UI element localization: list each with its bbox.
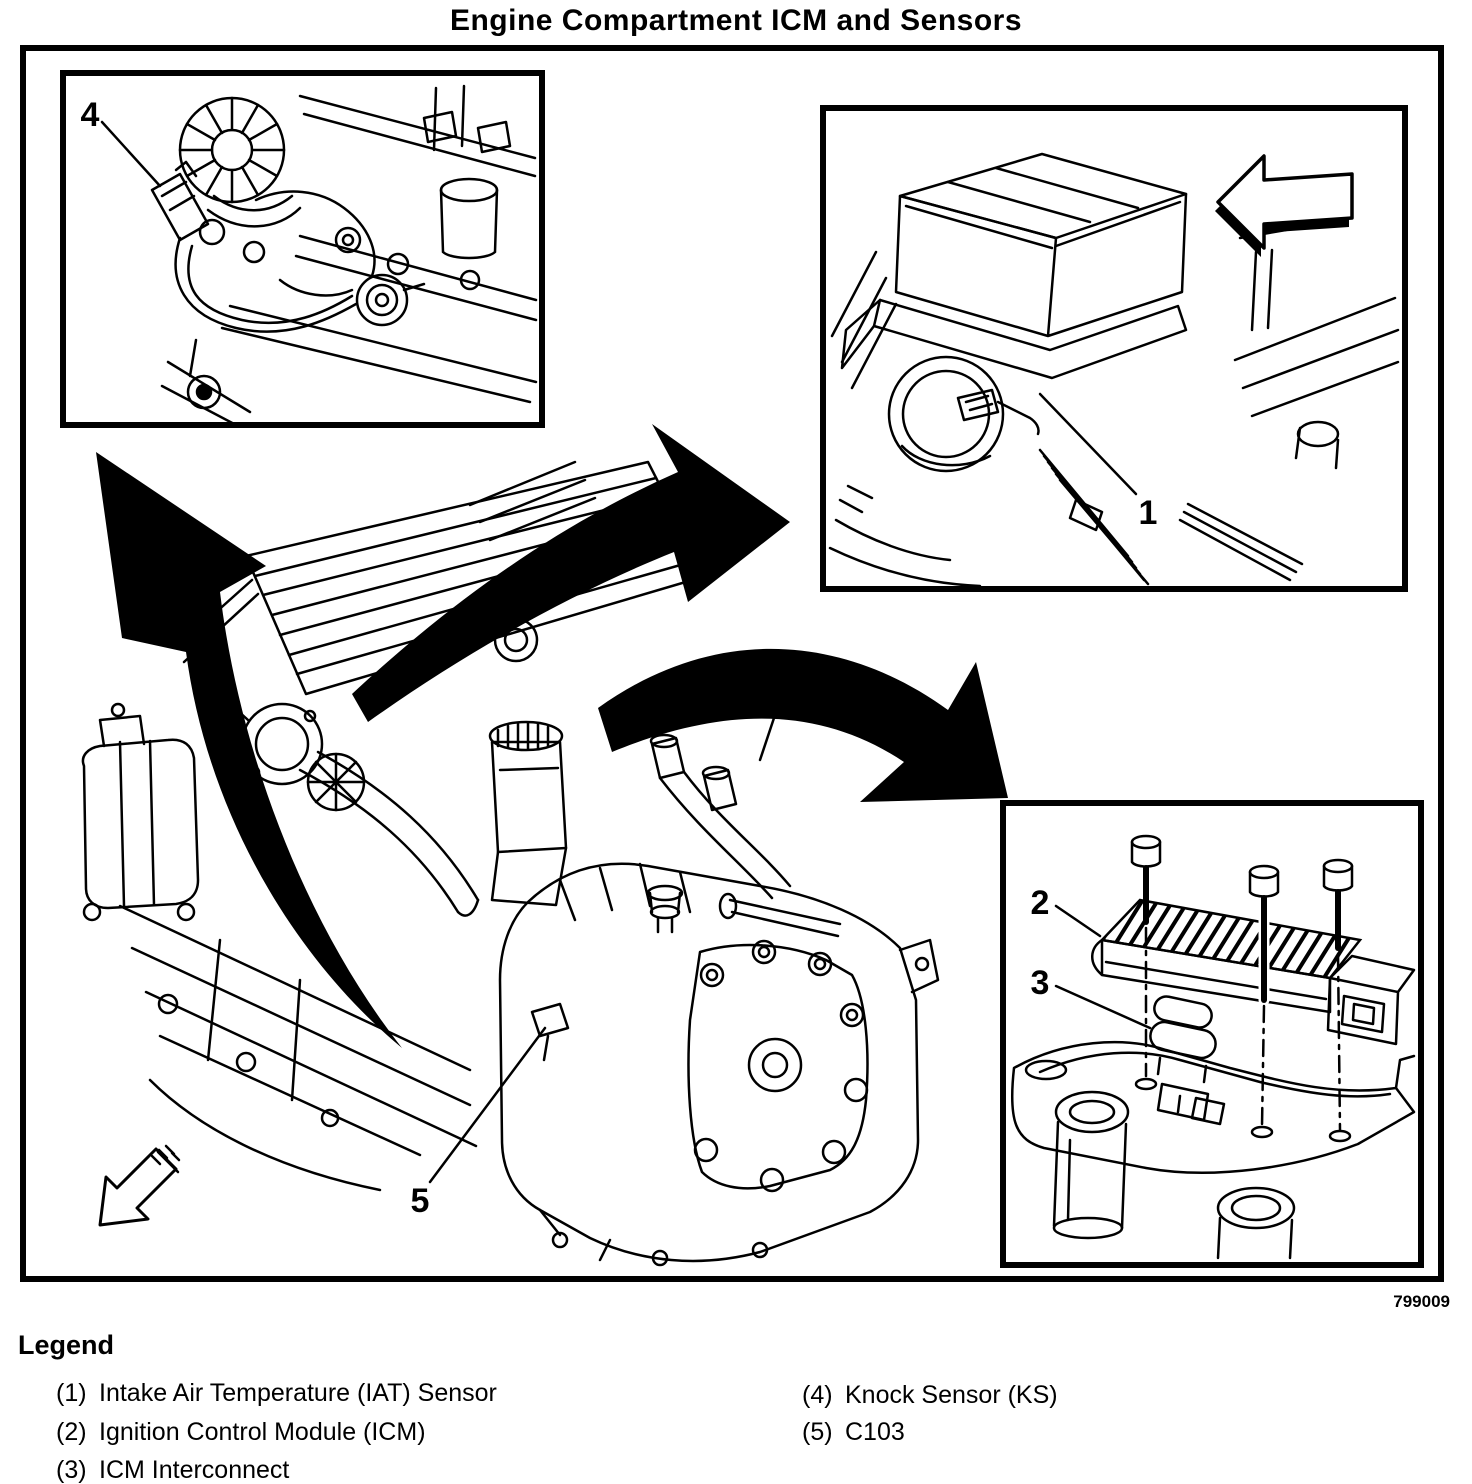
legend-item-3-label: ICM Interconnect bbox=[99, 1456, 290, 1484]
callout-4 bbox=[81, 96, 160, 186]
knock-inset-background-art bbox=[162, 86, 536, 422]
c103-connector bbox=[532, 1004, 568, 1060]
legend-item-3-number: (3) bbox=[56, 1456, 87, 1484]
mounting-bolts bbox=[1132, 836, 1352, 1141]
inset-icm bbox=[1000, 800, 1424, 1268]
legend-item-4-label: Knock Sensor (KS) bbox=[845, 1381, 1058, 1409]
legend-item-5-number: (5) bbox=[802, 1418, 833, 1446]
inset-iat-sensor bbox=[820, 105, 1408, 592]
legend-item-2-label: Ignition Control Module (ICM) bbox=[99, 1418, 426, 1446]
callout-1-leader bbox=[1040, 394, 1136, 494]
callout-5-leader bbox=[430, 1028, 545, 1182]
legend-item-1-number: (1) bbox=[56, 1379, 87, 1407]
reservoir bbox=[490, 722, 566, 905]
air-duct-and-iat bbox=[889, 357, 1039, 471]
knock-sensor-drawing bbox=[66, 76, 539, 422]
ac-compressor bbox=[83, 704, 198, 920]
page-title: Engine Compartment ICM and Sensors bbox=[449, 4, 1023, 37]
legend-item-5-label: C103 bbox=[845, 1418, 905, 1446]
arrow-to-knock-inset-icon bbox=[96, 452, 402, 1048]
direction-block-arrow-icon bbox=[1215, 156, 1352, 257]
callout-5-number: 5 bbox=[410, 1182, 430, 1220]
callout-2-leader bbox=[1056, 906, 1100, 936]
icm-interconnect bbox=[1148, 994, 1218, 1120]
figure-frame bbox=[20, 45, 1444, 1282]
iat-sensor-drawing bbox=[826, 111, 1402, 586]
legend-heading: Legend bbox=[18, 1330, 115, 1360]
callout-3-number: 3 bbox=[1030, 964, 1050, 1002]
callout-1-number: 1 bbox=[1138, 494, 1158, 532]
heater-pipes bbox=[651, 735, 790, 898]
knock-sensor-and-harness bbox=[152, 162, 424, 332]
legend-item-1-label: Intake Air Temperature (IAT) Sensor bbox=[99, 1379, 497, 1407]
front-of-vehicle-arrow-icon bbox=[100, 1146, 179, 1225]
engine-right-detail bbox=[830, 204, 1398, 586]
oil-fill-cap bbox=[648, 886, 682, 932]
legend-item-2-number: (2) bbox=[56, 1418, 87, 1446]
intake-runner bbox=[300, 752, 478, 916]
callout-3-leader bbox=[1056, 986, 1150, 1028]
cam-cover bbox=[1012, 1042, 1414, 1258]
callout-4-leader bbox=[102, 122, 160, 186]
engine-block-rails bbox=[120, 906, 476, 1190]
icm-drawing bbox=[1006, 806, 1418, 1262]
wiring-harness bbox=[1040, 450, 1302, 584]
air-cleaner-assembly bbox=[832, 154, 1186, 388]
callout-2-number: 2 bbox=[1030, 884, 1050, 922]
transaxle bbox=[500, 864, 938, 1265]
figure-number: 799009 bbox=[1393, 1292, 1450, 1311]
legend-item-4-number: (4) bbox=[802, 1381, 833, 1409]
callout-3 bbox=[1031, 964, 1150, 1028]
callout-2 bbox=[1031, 884, 1100, 936]
callout-4-number: 4 bbox=[80, 96, 100, 134]
inset-knock-sensor bbox=[60, 70, 545, 428]
